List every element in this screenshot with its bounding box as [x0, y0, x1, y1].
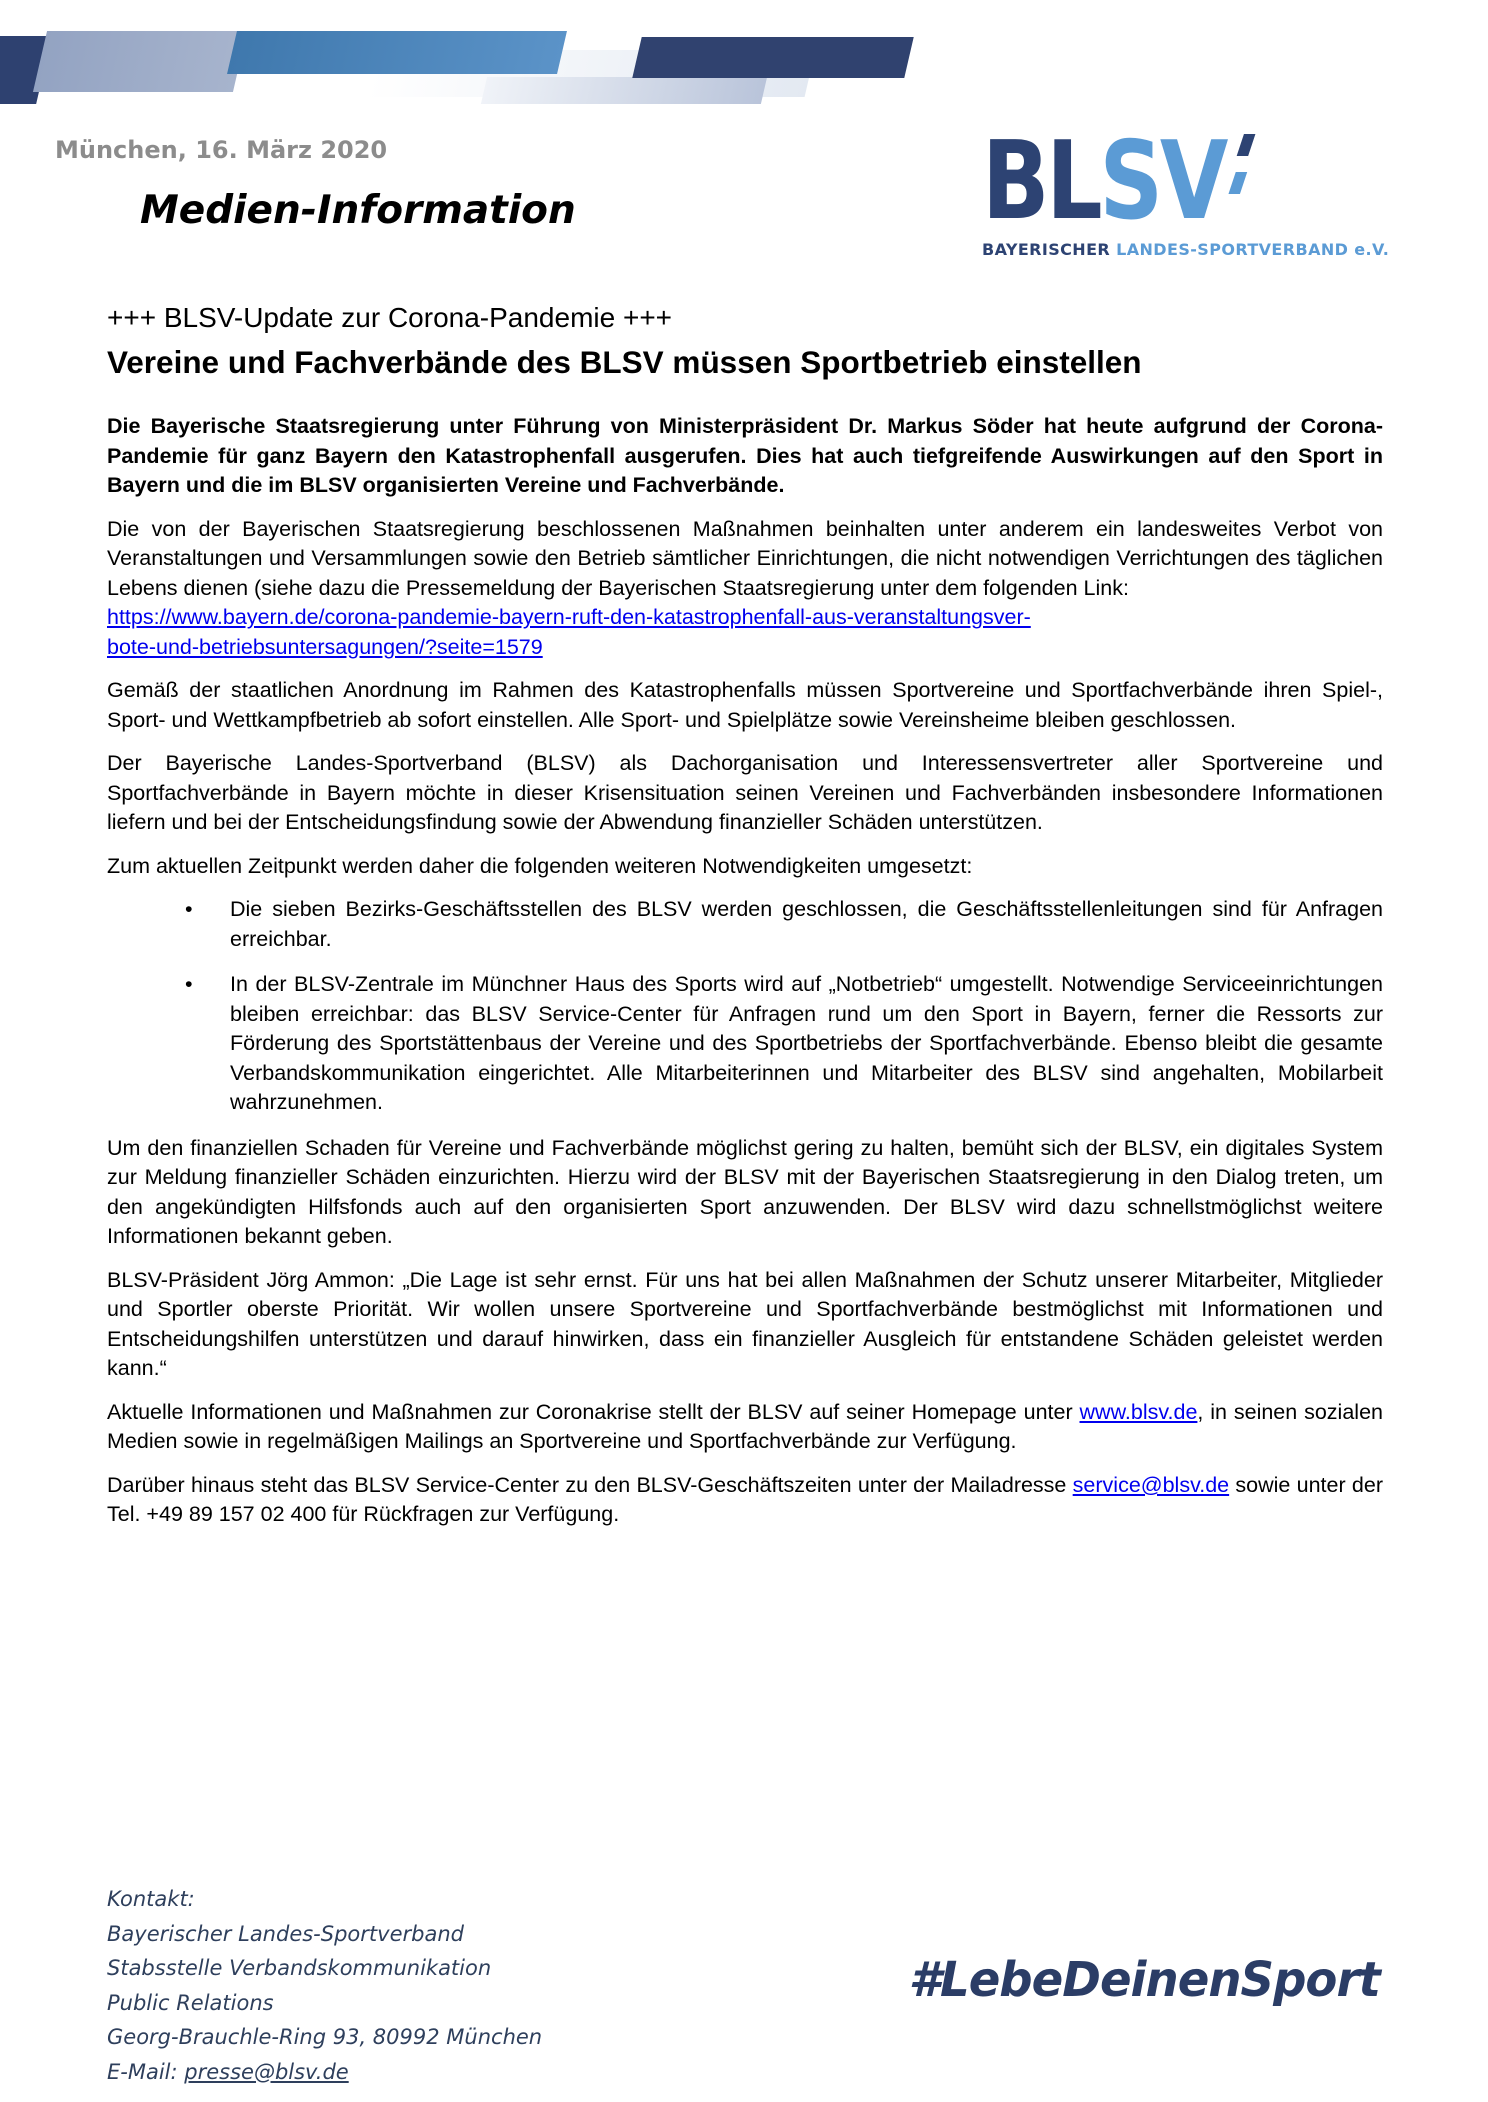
- bullet-item-text: [230, 895, 1383, 954]
- bullet-marker-icon: •: [185, 972, 193, 997]
- paragraph-9-text: , in seinen sozialen Medien sowie in regelmäßigen Mailings an Sportvereine und Sportfachverbände zur Verfügung.: [107, 1399, 1383, 1454]
- hashtag-lebedeinensport: #LebeDeinenSport: [908, 1952, 1380, 2008]
- contact-line-1-text: Kontakt:: [107, 1887, 195, 1911]
- contact-block: [107, 1882, 542, 2089]
- paragraph-4-text: Der Bayerische Landes-Sportverband (BLSV) als Dachorganisation und Interessensvertreter aller Sportvereine und Sportfachverbände in Bayern möchte in dieser Krisensituation seinen Vereinen und Fachverbänden insbesondere Informationen liefern und bei der Entscheidungsfindung sowie der Abwendung finanzieller Schäden unterstützen.: [107, 751, 1383, 835]
- bullet-item-1: [107, 895, 1383, 954]
- body-paragraph-7: [107, 1134, 1383, 1252]
- contact-line-2: [107, 1917, 542, 1952]
- contact-line-5: [107, 2020, 542, 2055]
- paragraph-3-text: Gemäß der staatlichen Anordnung im Rahmen des Katastrophenfalls müssen Sportvereine und Sportfachverbände ihren Spiel-, Sport- und Wettkampfbetrieb ab sofort einstellen. Alle Sport- und Spielplätze sowie Vereinsheime bleiben geschlossen.: [107, 678, 1383, 732]
- contact-line-3-text: Stabsstelle Verbandskommunikation: [107, 1956, 492, 1980]
- paragraph-2-text: Die von der Bayerischen Staatsregierung beschlossenen Maßnahmen beinhalten unter anderem ein landesweites Verbot von Veranstaltungen und Versammlungen sowie den Betrieb sämtlicher Einrichtungen, die nicht notwendigen Verrichtungen des täglichen Lebens dienen (siehe dazu die Pressemeldung der Bayerischen Staatsregierung unter dem folgenden Link:: [107, 516, 1383, 600]
- paragraph-2-link[interactable]: bote-und-betriebsuntersagungen/?seite=1579: [107, 634, 543, 659]
- body-paragraph-10: [107, 1471, 1383, 1530]
- paragraph-7-text: Um den finanziellen Schaden für Vereine und Fachverbände möglichst gering zu halten, bemüht sich der BLSV, ein digitales System zur Meldung finanzieller Schäden einzurichten. Hierzu wird der BLSV mit der Bayerischen Staatsregierung in den Dialog treten, um den angekündigten Hilfsfonds auch auf den organisierten Sport anzuwenden. Der BLSV wird dazu schnellstmöglichst weitere Informationen bekannt geben.: [107, 1135, 1383, 1249]
- body-text: [107, 412, 1383, 1530]
- blsv-logo-caption-light: LANDES-SPORTVERBAND e.V.: [1116, 240, 1390, 259]
- banner-shape-lower: [481, 77, 767, 104]
- top-banner-decoration: [0, 0, 1488, 120]
- bullet-2-text: In der BLSV-Zentrale im Münchner Haus des Sports wird auf „Notbetrieb“ umgestellt. Notwendige Serviceeinrichtungen bleiben erreichbar: das BLSV Service-Center für Anfragen rund um den Sport in Bayern, ferner die Ressorts zur Förderung des Sportstättenbaus der Vereine und des Sportbetriebs der Sportfachverbände. Ebenso bleibt die gesamte Verbandskommunikation eingerichtet. Alle Mitarbeiterinnen und Mitarbeiter des BLSV sind angehalten, Mobilarbeit wahrzunehmen.: [230, 972, 1383, 1115]
- contact-line-4-text: Public Relations: [107, 1990, 274, 2015]
- blsv-logo: [982, 119, 1390, 259]
- contact-line-6-text: E-Mail:: [107, 2059, 185, 2084]
- paragraph-10-link[interactable]: service@blsv.de: [1072, 1472, 1230, 1497]
- body-paragraph-8: [107, 1266, 1383, 1384]
- paragraph-10-text: sowie unter der Tel. +49 89 157 02 400 für Rückfragen zur Verfügung.: [107, 1472, 1384, 1527]
- body-paragraph-5: [107, 852, 1383, 882]
- paragraph-9-link[interactable]: www.blsv.de: [1079, 1399, 1198, 1424]
- contact-line-2-text: Bayerischer Landes-Sportverband: [107, 1921, 464, 1946]
- paragraph-2-link[interactable]: https://www.bayern.de/corona-pandemie-bayern-ruft-den-katastrophenfall-aus-veranstaltungsver-: [107, 605, 1031, 630]
- bullet-item-2: [107, 970, 1383, 1118]
- banner-shape-slate: [33, 31, 247, 92]
- paragraph-1-text: Die Bayerische Staatsregierung unter Führung von Ministerpräsident Dr. Markus Söder hat heute aufgrund der Corona-Pandemie für ganz Bayern den Katastrophenfall ausgerufen. Dies hat auch tiefgreifende Auswirkungen auf den Sport in Bayern und die im BLSV organisierten Vereine und Fachverbände.: [107, 414, 1383, 498]
- contact-line-6: [107, 2055, 542, 2090]
- body-paragraph-3: [107, 676, 1383, 735]
- blsv-logo-caption-dark: BAYERISCHER: [982, 240, 1111, 259]
- paragraph-9-text: Aktuelle Informationen und Maßnahmen zur Coronakrise stellt der BLSV auf seiner Homepage unter: [107, 1399, 1080, 1424]
- main-headline: Vereine und Fachverbände des BLSV müssen Sportbetrieb einstellen: [107, 344, 1142, 380]
- banner-shape-blue: [227, 31, 567, 74]
- blsv-logo-letters: [982, 119, 1271, 244]
- blsv-logo-letters-light: SV: [1099, 119, 1226, 244]
- bullet-list: [107, 895, 1383, 1118]
- blsv-logo-slash-icon: [1225, 132, 1255, 216]
- bullet-marker-icon: •: [185, 897, 193, 922]
- body-paragraph-4: [107, 749, 1383, 838]
- body-paragraph-2: [107, 515, 1383, 663]
- blsv-logo-letters-dark: BL: [982, 119, 1100, 244]
- document-content: [107, 300, 1383, 1544]
- body-paragraph-9: [107, 1398, 1383, 1457]
- bullet-1-text: Die sieben Bezirks-Geschäftsstellen des BLSV werden geschlossen, die Geschäftsstellenleitungen sind für Anfragen erreichbar.: [230, 897, 1383, 951]
- document-type-title: Medien-Information: [140, 188, 576, 233]
- contact-line-6-link[interactable]: presse@blsv.de: [184, 2059, 349, 2084]
- contact-line-5-text: Georg-Brauchle-Ring 93, 80992 München: [107, 2025, 543, 2049]
- banner-shape-navy-right: [632, 37, 913, 78]
- contact-line-1: [107, 1882, 542, 1917]
- date-line: München, 16. März 2020: [55, 136, 388, 164]
- paragraph-5-text: Zum aktuellen Zeitpunkt werden daher die folgenden weiteren Notwendigkeiten umgesetzt:: [107, 853, 973, 878]
- bullet-item-text: [230, 970, 1383, 1118]
- body-paragraph-1: [107, 412, 1383, 501]
- paragraph-10-text: Darüber hinaus steht das BLSV Service-Center zu den BLSV-Geschäftszeiten unter der Mailadresse: [107, 1472, 1073, 1497]
- kicker-headline: +++ BLSV-Update zur Corona-Pandemie +++: [107, 302, 673, 333]
- contact-line-3: [107, 1951, 542, 1986]
- contact-line-4: [107, 1986, 542, 2021]
- paragraph-8-text: BLSV-Präsident Jörg Ammon: „Die Lage ist sehr ernst. Für uns hat bei allen Maßnahmen der Schutz unserer Mitarbeiter, Mitglieder und Sportler oberste Priorität. Wir wollen unsere Sportvereine und Sportfachverbände bestmöglichst mit Informationen und Entscheidungshilfen unterstützen und darauf hinwirken, dass ein finanzieller Ausgleich für entstandene Schäden geleistet werden kann.“: [107, 1267, 1383, 1381]
